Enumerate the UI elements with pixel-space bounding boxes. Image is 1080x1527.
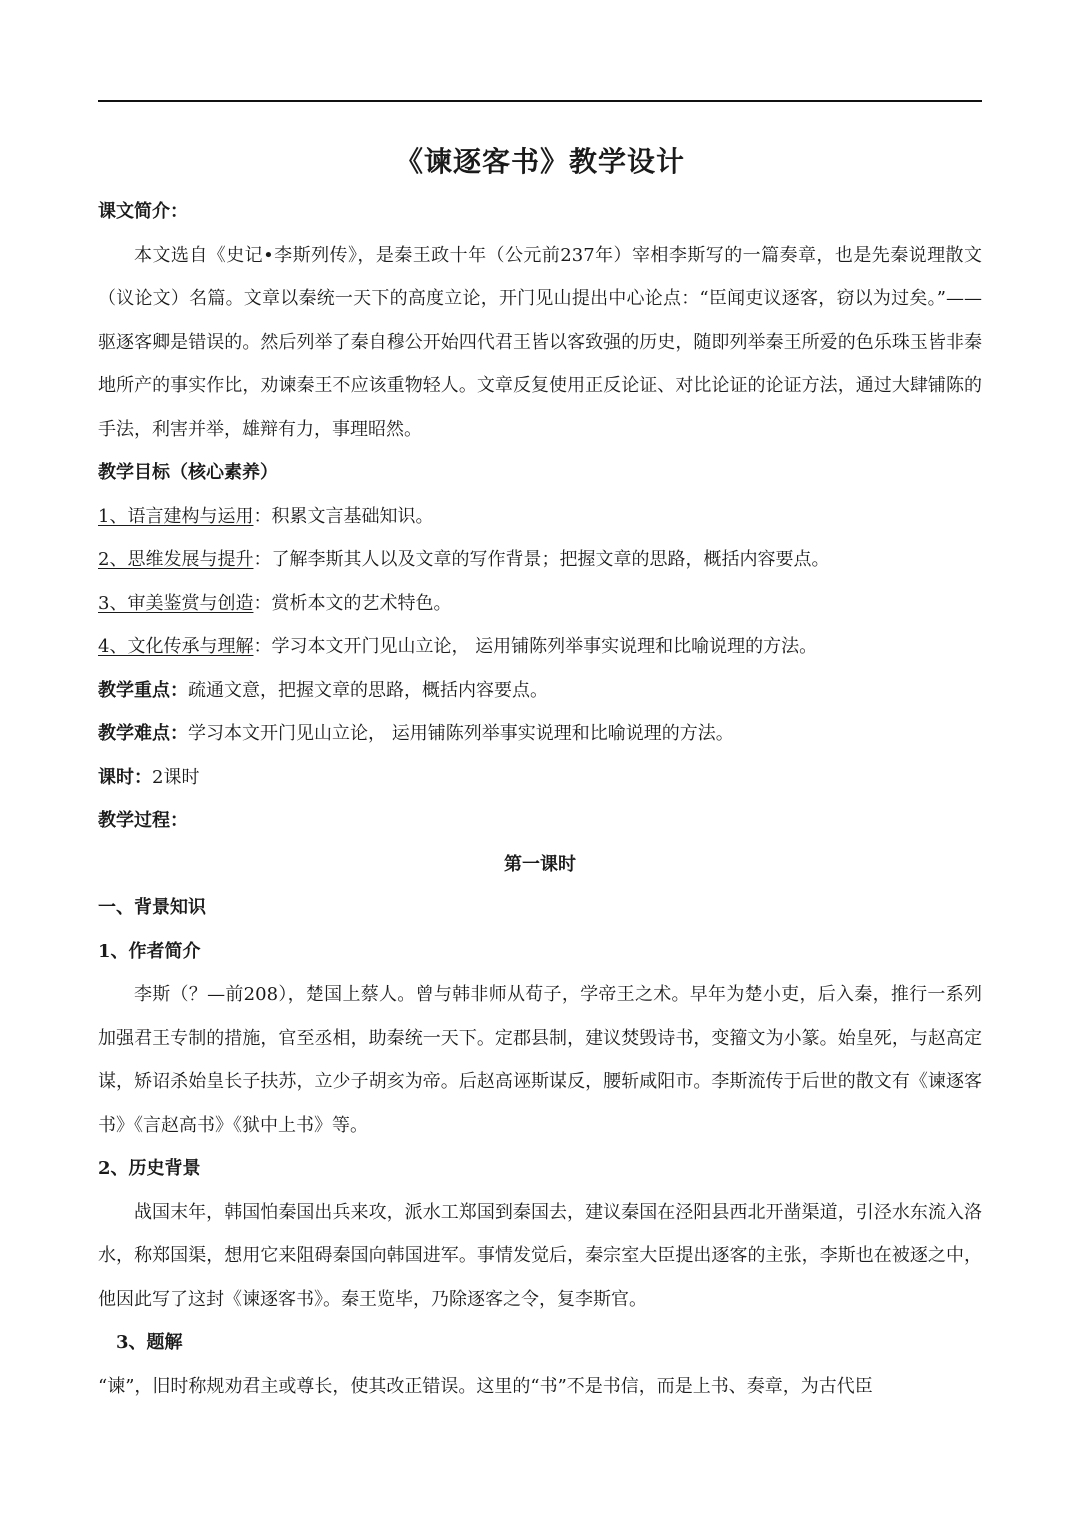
goal-label: 4、文化传承与理解 xyxy=(98,636,254,657)
goal-label: 1、语言建构与运用 xyxy=(98,505,254,527)
header-rule xyxy=(98,100,982,102)
lesson-heading: 第一课时 xyxy=(504,853,576,875)
title-explain-heading: 3、题解 xyxy=(116,1332,183,1353)
goal-text: ：了解李斯其人以及文章的写作背景；把握文章的思路，概括内容要点。 xyxy=(253,549,830,570)
class-hours xyxy=(98,756,982,800)
section-heading: 一、背景知识 xyxy=(98,897,206,918)
goal-item xyxy=(98,538,982,582)
goal-label: 3、审美鉴赏与创造 xyxy=(98,592,254,614)
goal-text: ：积累文言基础知识。 xyxy=(253,505,434,527)
page-title: 《谏逐客书》教学设计 xyxy=(394,145,685,178)
key-point xyxy=(98,669,982,713)
title-explain-text: “谏”，旧时称规劝君主或尊长，使其改正错误。这里的“书”不是书信，而是上书、奏章，为古代臣 xyxy=(98,1375,873,1397)
author-heading: 1、作者简介 xyxy=(98,940,201,962)
history-heading: 2、历史背景 xyxy=(98,1158,201,1179)
history-text: 战国末年，韩国怕秦国出兵来攻，派水工郑国到秦国去，建议秦国在泾阳县西北开凿渠道，引泾水东流入洛水，称郑国渠，想用它来阻碍秦国向韩国进军。事情发觉后，秦宗室大臣提出逐客的主张，李斯也在被逐之中，他因此写了这封《谏逐客书》。秦王览毕，乃除逐客之令，复李斯官。 xyxy=(98,1201,982,1310)
goal-item xyxy=(98,625,982,669)
hours-text: 2课时 xyxy=(152,766,200,788)
goal-text: ：学习本文开门见山立论， 运用铺陈列举事实说理和比喻说理的方法。 xyxy=(253,636,818,657)
process-heading: 教学过程： xyxy=(98,810,188,831)
document-body xyxy=(98,142,982,1408)
goal-item xyxy=(98,495,982,539)
hours-label: 课时： xyxy=(98,766,152,788)
key-point-text: 疏通文意，把握文章的思路，概括内容要点。 xyxy=(188,679,548,701)
intro-heading: 课文简介： xyxy=(98,201,188,222)
key-point-label: 教学重点： xyxy=(98,679,188,701)
author-text: 李斯（？—前208），楚国上蔡人。曾与韩非师从荀子，学帝王之术。早年为楚小吏，后入秦，推行一系列加强君王专制的措施，官至丞相，助秦统一天下。定郡县制，建议焚毁诗书，变籀文为小篆。始皇死，与赵高定谋，矫诏杀始皇长子扶苏，立少子胡亥为帝。后赵高诬斯谋反，腰斩咸阳市。李斯流传于后世的散文有《谏逐客书》《言赵高书》《狱中上书》等。 xyxy=(98,984,982,1136)
intro-text: 本文选自《史记•李斯列传》，是秦王政十年（公元前237年）宰相李斯写的一篇奏章，也是先秦说理散文（议论文）名篇。文章以秦统一天下的高度立论，开门见山提出中心论点：“臣闻吏议逐客，窃以为过矣。”——驱逐客卿是错误的。然后列举了秦自穆公开始四代君王皆以客致强的历史，随即列举秦王所爱的色乐珠玉皆非秦地所产的事实作比，劝谏秦王不应该重物轻人。文章反复使用正反论证、对比论证的论证方法，通过大肆铺陈的手法，利害并举，雄辩有力，事理昭然。 xyxy=(98,244,982,440)
difficulty-text: 学习本文开门见山立论， 运用铺陈列举事实说理和比喻说理的方法。 xyxy=(188,723,734,744)
difficulty xyxy=(98,712,982,756)
goal-item xyxy=(98,582,982,626)
goals-heading: 教学目标（核心素养） xyxy=(98,462,278,483)
goal-label: 2、思维发展与提升 xyxy=(98,549,254,570)
goal-text: ：赏析本文的艺术特色。 xyxy=(253,592,452,614)
difficulty-label: 教学难点： xyxy=(98,723,188,744)
